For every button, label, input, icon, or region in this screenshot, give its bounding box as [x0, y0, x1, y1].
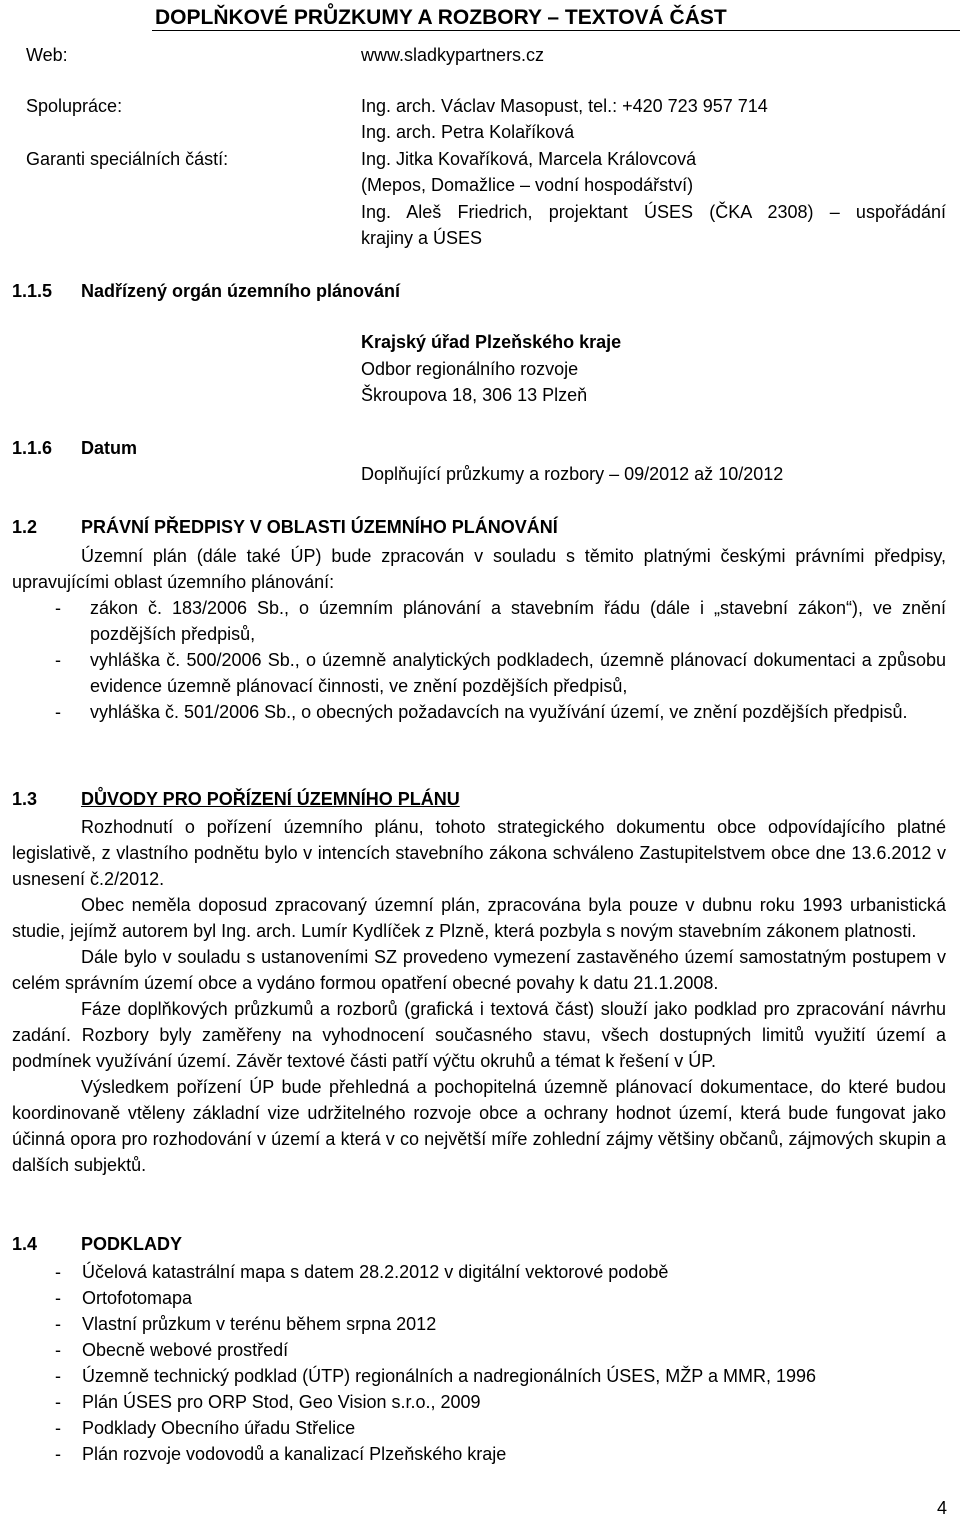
section-number: 1.4 [12, 1234, 38, 1254]
header-rule [152, 30, 960, 31]
garanti-label: Garanti speciálních částí: [26, 149, 229, 169]
paragraph: Fáze doplňkových průzkumů a rozborů (grafická i textová část) slouží jako podklad pro zpracování návrhu zadání. Rozbory byly zaměřeny na vyhodnocení současného stavu, všech dostupných limitů využití území a podmínek využívání území. Závěr textové části patří výčtu okruhů a témat k řešení v ÚP. [12, 999, 946, 1071]
page-number: 4 [937, 1498, 948, 1518]
paragraph: Dále bylo v souladu s ustanoveními SZ provedeno vymezení zastavěného území samostatným postupem v celém správním území obce a vydáno formou opatření obecné povahy k datu 21.1.2008. [12, 947, 946, 993]
list-item-text: vyhláška č. 501/2006 Sb., o obecných požadavcích na využívání území, ve znění pozdějších předpisů. [90, 702, 908, 722]
legal-intro: Územní plán (dále také ÚP) bude zpracován v souladu s těmito platnými českými právními předpisy, upravujícími oblast územního plánování: [12, 546, 946, 592]
spoluprace-line: Ing. arch. Václav Masopust, tel.: +420 723 957 714 [361, 96, 768, 116]
paragraph: Výsledkem pořízení ÚP bude přehledná a pochopitelná územně plánovací dokumentace, do které budou koordinovaně vtěleny základní vize udržitelného rozvoje obce a ochrany hodnot území, která bude fungovat jako účinná opora pro rozhodování v území a která v co největší míře zohlední zájmy většiny občanů, zájmových skupin a dalších subjektů. [12, 1077, 946, 1175]
list-item-text: Plán rozvoje vodovodů a kanalizací Plzeňského kraje [82, 1444, 507, 1464]
section-number: 1.3 [12, 789, 38, 809]
list-item-text: Účelová katastrální mapa s datem 28.2.2012 v digitální vektorové podobě [82, 1262, 669, 1282]
page-header-title: DOPLŇKOVÉ PRŮZKUMY A ROZBORY – TEXTOVÁ ČÁST [155, 6, 727, 29]
list-item-text: Podklady Obecního úřadu Střelice [82, 1418, 356, 1438]
list-item: - zákon č. 183/2006 Sb., o územním plánování a stavebním řádu (dále i „stavební zákon“), ve znění pozdějších předpisů, [55, 598, 946, 644]
garanti-line: krajiny a ÚSES [361, 228, 483, 248]
list-item: - Účelová katastrální mapa s datem 28.2.2012 v digitální vektorové podobě [55, 1262, 669, 1282]
authority-dept: Odbor regionálního rozvoje [361, 359, 579, 379]
list-item: - Územně technický podklad (ÚTP) regionálních a nadregionálních ÚSES, MŽP a MMR, 1996 [55, 1366, 817, 1386]
list-item-text: Ortofotomapa [82, 1288, 193, 1308]
list-item-text: Plán ÚSES pro ORP Stod, Geo Vision s.r.o., 2009 [82, 1392, 481, 1412]
paragraph: Obec neměla doposud zpracovaný územní plán, zpracována byla pouze v dubnu roku 1993 urbanistická studie, jejímž autorem byl Ing. arch. Lumír Kydlíček z Plzně, která pozbyla s novým stavebním zákonem platnosti. [12, 895, 946, 941]
legal-list [55, 595, 946, 725]
list-item: - Obecně webové prostředí [55, 1340, 289, 1360]
web-label: Web: [26, 45, 68, 65]
sources-list [55, 1259, 946, 1467]
web-value: www.sladkypartners.cz [361, 45, 545, 65]
section-number: 1.2 [12, 517, 38, 537]
garanti-line: (Mepos, Domažlice – vodní hospodářství) [361, 175, 694, 195]
spoluprace-label: Spolupráce: [26, 96, 123, 116]
section-title: Datum [81, 438, 138, 458]
list-item-text: vyhláška č. 500/2006 Sb., o územně analytických podkladech, územně plánovací dokumentaci a způsobu evidence územně plánovací činnosti, ve znění pozdějších předpisů, [90, 650, 946, 696]
garanti-line: Ing. Aleš Friedrich, projektant ÚSES (ČKA 2308) – uspořádání [361, 202, 946, 222]
list-item: - Podklady Obecního úřadu Střelice [55, 1418, 356, 1438]
list-item-text: Obecně webové prostředí [82, 1340, 289, 1360]
list-item-text: zákon č. 183/2006 Sb., o územním plánování a stavebním řádu (dále i „stavební zákon“), ve znění pozdějších předpisů, [90, 598, 946, 644]
section-title: DŮVODY PRO POŘÍZENÍ ÚZEMNÍHO PLÁNU [81, 789, 460, 809]
list-item: - Vlastní průzkum v terénu během srpna 2012 [55, 1314, 437, 1334]
section-title: PODKLADY [81, 1234, 183, 1254]
list-item: - vyhláška č. 500/2006 Sb., o územně analytických podkladech, územně plánovací dokumentaci a způsobu evidence územně plánovací činnosti, ve znění pozdějších předpisů, [55, 650, 946, 696]
list-item-text: Vlastní průzkum v terénu během srpna 2012 [82, 1314, 437, 1334]
paragraph: Rozhodnutí o pořízení územního plánu, tohoto strategického dokumentu obce odpovídajícího platné legislativě, z vlastního podnětu bylo v intencích stavebního zákona schváleno Zastupitelstvem obce dne 13.6.2012 v usnesení č.2/2012. [12, 817, 946, 889]
authority-address: Škroupova 18, 306 13 Plzeň [361, 385, 588, 405]
spoluprace-line: Ing. arch. Petra Kolaříková [361, 122, 575, 142]
section-title: Nadřízený orgán územního plánování [81, 281, 401, 301]
reasons-text [12, 814, 946, 1178]
list-item-text: Územně technický podklad (ÚTP) regionálních a nadregionálních ÚSES, MŽP a MMR, 1996 [82, 1366, 817, 1386]
section-number: 1.1.6 [12, 438, 53, 458]
list-item: - Plán ÚSES pro ORP Stod, Geo Vision s.r.o., 2009 [55, 1392, 481, 1412]
list-item: - Plán rozvoje vodovodů a kanalizací Plzeňského kraje [55, 1444, 507, 1464]
section-number: 1.1.5 [12, 281, 53, 301]
section-title: PRÁVNÍ PŘEDPISY V OBLASTI ÚZEMNÍHO PLÁNOVÁNÍ [81, 517, 558, 537]
authority-name: Krajský úřad Plzeňského kraje [361, 332, 622, 352]
date-value: Doplňující průzkumy a rozbory – 09/2012 až 10/2012 [361, 464, 784, 484]
garanti-line: Ing. Jitka Kovaříková, Marcela Královcová [361, 149, 697, 169]
list-item: - Ortofotomapa [55, 1288, 193, 1308]
list-item: - vyhláška č. 501/2006 Sb., o obecných požadavcích na využívání území, ve znění pozdějších předpisů. [55, 702, 908, 722]
